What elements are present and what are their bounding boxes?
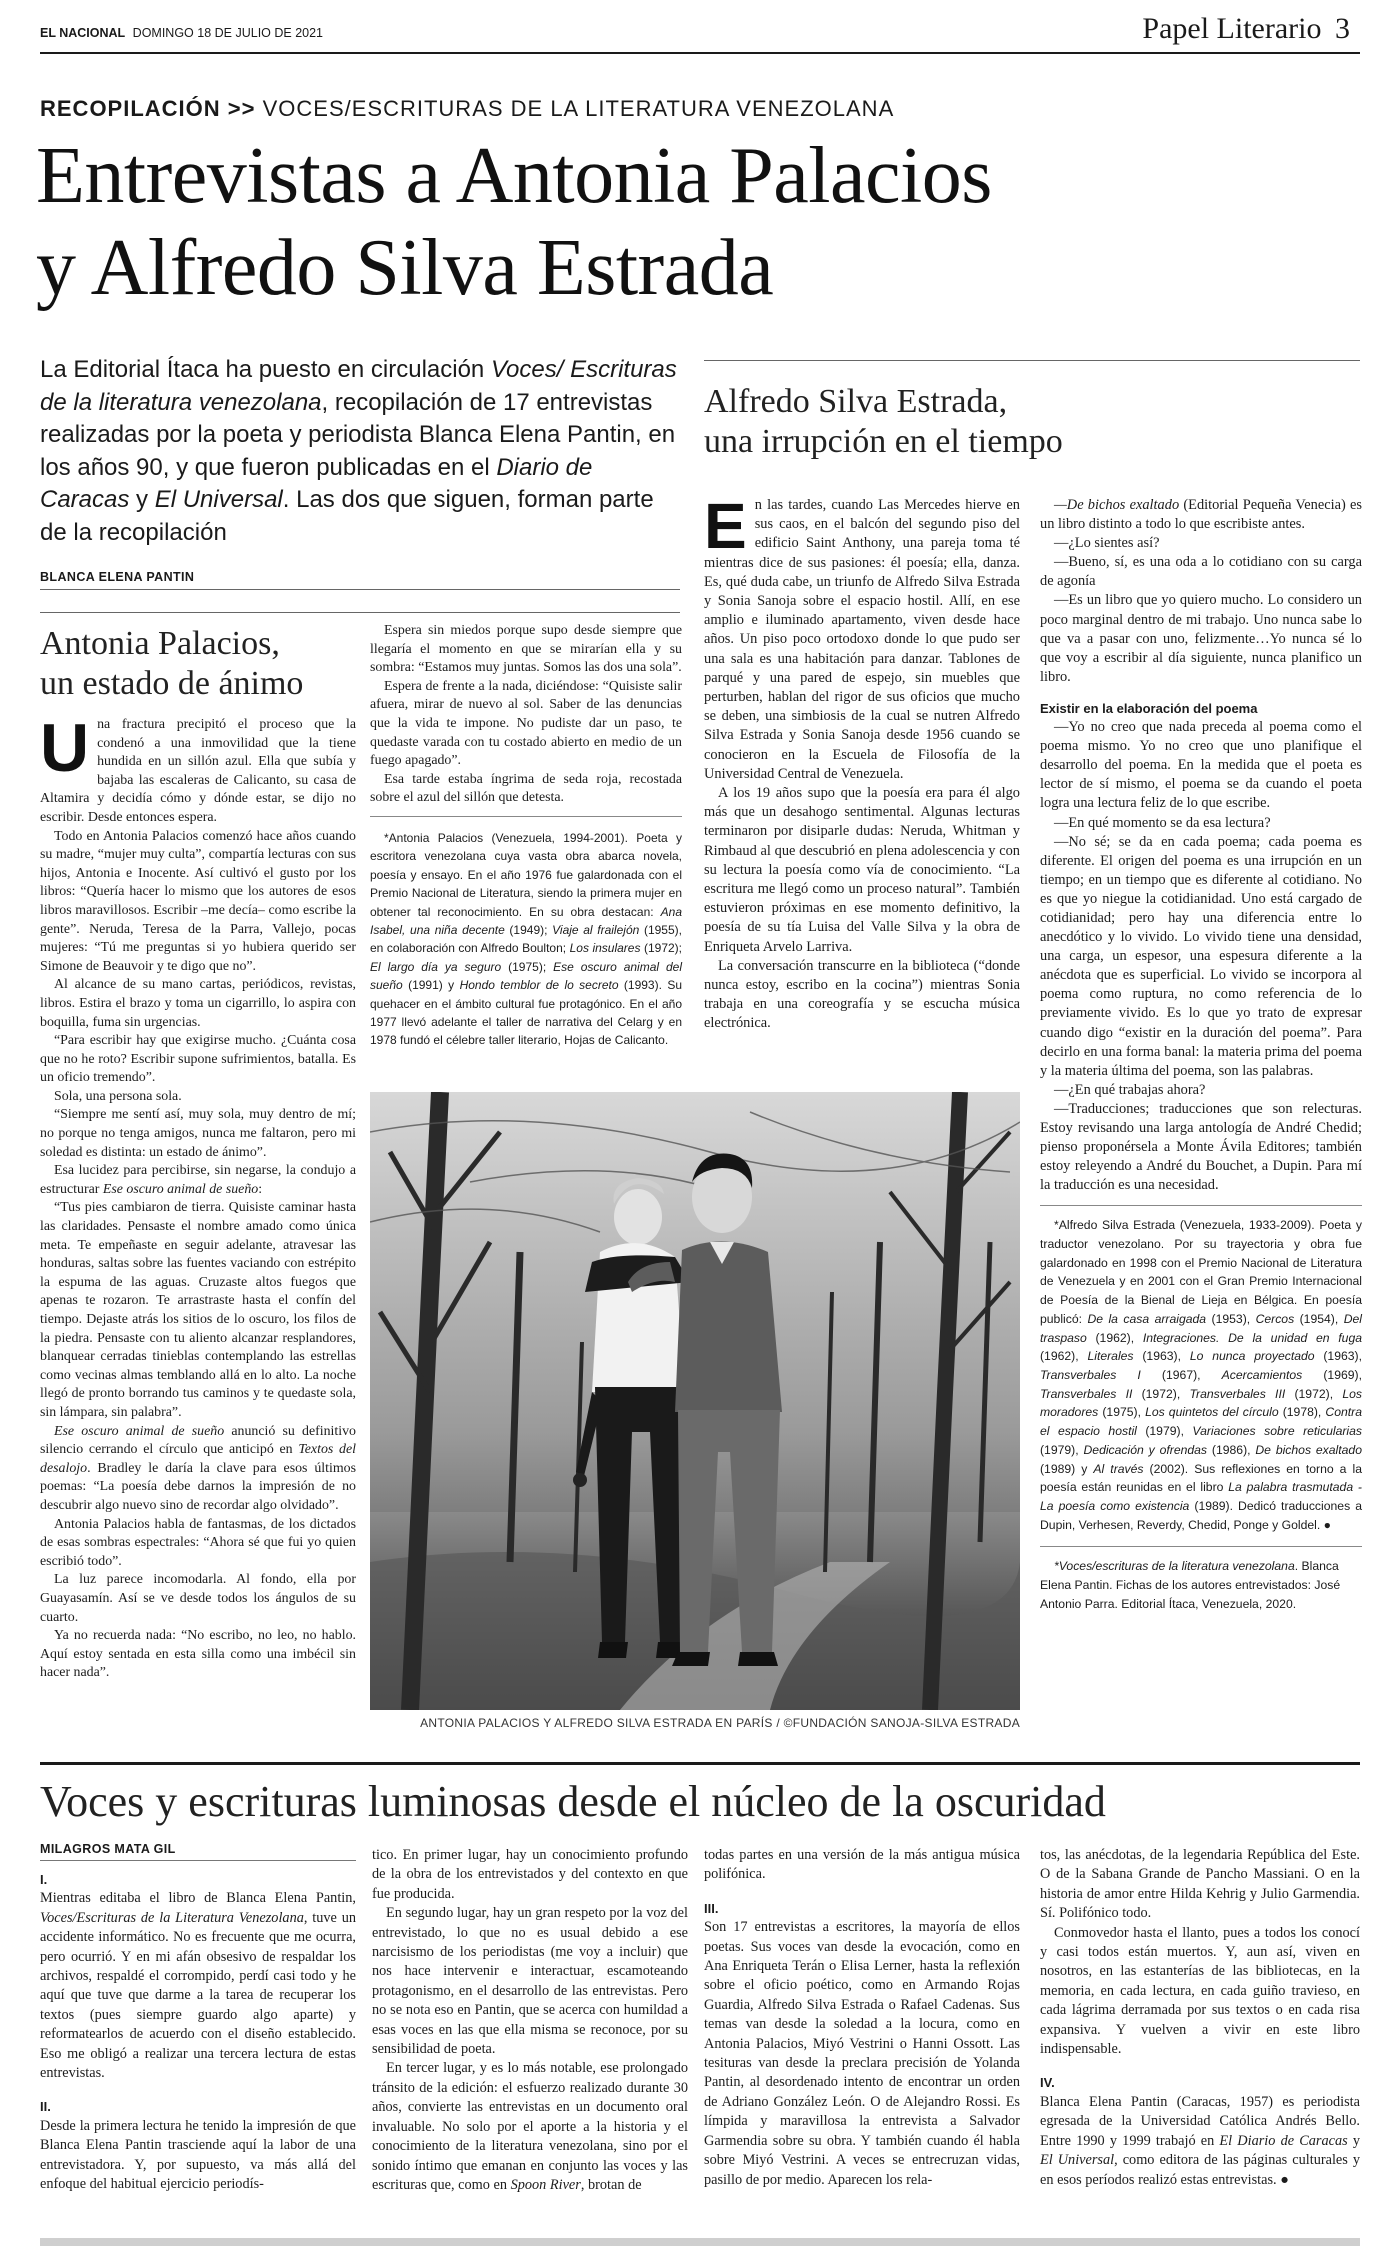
antonia-column-1 — [40, 710, 357, 1683]
book-title: Lo nunca proyectado — [1189, 1349, 1315, 1364]
headline — [36, 130, 992, 314]
masthead-right — [1142, 12, 1350, 46]
bottom-section-rule — [40, 1762, 1360, 1765]
paragraph: “Tus pies cambiaron de tierra. Quisiste caminar hasta las claridades. Pensaste el nombre amado como única meta. Te empeñaste en seguir adelante, atravesar las honduras, saltas sobre las fuentes vaciando con estrépito la espuma de las aguas. Cruzaste altos fuegos que apenas te rozaron. Te arrastraste hasta el confín del tiempo. Dejaste atrás los sitios de lo oscuro, los filos de la piedra. Pensaste con tu aliento alcanzar resplandores, blanquear cerradas tinieblas contemplando las estrellas como vecinas almas temblando allá en lo alto. La noche llegó de pronto borrando tus caminos y te quedaste sola, sin lámpara, sin palabra”. — [40, 1200, 356, 1420]
paragraph: —En qué momento se da esa lectura? — [1054, 814, 1271, 831]
note-divider — [1040, 1205, 1362, 1206]
paragraph: Antonia Palacios habla de fantasmas, de los dictados de esas sombras espectrales: “Ahora sé que fui yo quien escribió todo”. — [40, 1516, 356, 1569]
book-title: Cercos — [1255, 1311, 1295, 1326]
alfredo-title-2: una irrupción en el tiempo — [704, 423, 1063, 460]
paragraph: En segundo lugar, hay un gran respeto por la voz del entrevistado, lo que no es usual debido a ese narcisismo de los periodistas (me voy a incluir) que nos hace intervenir e interactuar, escamoteando protagonismo, en el desarrollo de las entrevistas. Pero no se nota eso en Pantin, que se acerca con humildad a esas voces en las que ella misma se reconoce, por su sensibilidad de poeta. — [372, 1905, 688, 2058]
paragraph: Esa tarde estaba íngrima de seda roja, recostada sobre el azul del sillón que detesta. — [370, 771, 682, 806]
paragraph: Al alcance de su mano cartas, periódicos, revistas, libros. Estira el brazo y toma un cigarrillo, lo aspira con boquilla, fuma sin urgencias. — [40, 977, 356, 1030]
paragraph: —Bueno, sí, es una oda a lo cotidiano con su carga de agonía — [1040, 554, 1362, 590]
intro — [40, 354, 680, 549]
text: (Editorial Pequeña Venecia) es un libro distinto a todo lo que escribiste antes. — [1040, 497, 1362, 533]
text: , como editora de las páginas culturales y en esos períodos realizó estas entrevistas. — [1040, 2152, 1360, 2188]
text: (1963), — [1133, 1349, 1190, 1364]
alfredo-top-rule — [704, 360, 1360, 361]
book-title: Transverbales II — [1040, 1386, 1133, 1401]
text: (1991) y — [402, 978, 460, 993]
issue-date: DOMINGO 18 DE JULIO DE 2021 — [132, 26, 324, 40]
section-name: Papel Literario — [1142, 12, 1322, 45]
text: (1989) y — [1040, 1461, 1094, 1476]
alfredo-column-2 — [1040, 496, 1362, 1613]
paragraph: tos, las anécdotas, de la legendaria República del Este. O de la Sabana Grande de Pancho Massiani. O en la historia de amor entre Hilda Kehrig y Julio Garmendia. Sí. Polifónico todo. — [1040, 1847, 1360, 1922]
antonia-bio-note — [370, 829, 682, 1050]
paragraph: tico. En primer lugar, hay un conocimiento profundo de la obra de los entrevistados y del contexto en que fue producida. — [372, 1847, 688, 1902]
paragraph: La conversación transcurre en la biblioteca (“donde nunca estoy, escribo en la cocina”) mientras Sonia trabaja en una coreografía y se escucha música electrónica. — [704, 957, 1020, 1032]
text: (1949); — [504, 922, 553, 937]
masthead-left — [40, 26, 323, 40]
section-number: III. — [704, 1900, 719, 1916]
text: : — [258, 1181, 263, 1197]
paragraph: —Es un libro que yo quiero mucho. Lo considero un poco marginal dentro de mi trabajo. Uno nunca sabe lo que va a pasar con uno, felizmente…Yo nunca sé lo que voy a escribir al día siguiente, nunca planifico un libro. — [1040, 592, 1362, 685]
paragraph: Conmovedor hasta el llanto, pues a todos los conocí y casi todos están muertos. Y, aun así, viven en nosotros, en las estanterías de las bibliotecas, en la memoria, en cada lectura, en cada guiño travieso, en cada lágrima derramada por sus textos o en cada risa expansiva. Y vuelven a vivir en este libro indispensable. — [1040, 1924, 1360, 2058]
text: (1963), — [1314, 1349, 1362, 1364]
book-title: Textos del desalojo — [40, 1442, 356, 1476]
paragraph: —No sé; se da en cada poema; cada poema es diferente. El origen del poema es una irrupción en un tiempo; en un tiempo que es diferente al cotidiano. No es que yo niegue la cotidianidad. Uno está cargado de cotidianidad; pero hay una diferencia entre lo anecdótico y lo vivido. Lo vivido tiene una densidad, una carga, un espesor, una espesura diferente a la anécdota que es superficial. Lo vivido se incorpora al poema como ruptura, no como referencia de lo previamente vivido. Es lo que yo trato de expresar cuando digo “existir en la duración del poema”. Para decirlo en una forma banal: la materia prima del poema y la materia última del poema, son las palabras. — [1040, 833, 1362, 1079]
book-title: Los insulares — [569, 941, 641, 956]
antonia-top-rule — [40, 612, 680, 613]
paragraph: todas partes en una versión de la más antigua música polifónica. — [704, 1847, 1020, 1883]
text: (1972), — [1132, 1386, 1190, 1401]
headline-line-2: y Alfredo Silva Estrada — [36, 224, 774, 312]
bottom-byline: MILAGROS MATA GIL — [40, 1842, 176, 1856]
bottom-article-title: Voces y escrituras luminosas desde el núcleo de la oscuridad — [40, 1777, 1106, 1826]
text: Mientras editaba el libro de Blanca Elena Pantin, — [40, 1890, 356, 1907]
intro-byline-rule — [40, 589, 680, 590]
text: . Blanca Elena Pantin. Fichas de los autores entrevistados: José Antonio Parra. Editorial Ítaca, Venezuela, 2020. — [1040, 1559, 1341, 1611]
paragraph: n las tardes, cuando Las Mercedes hierve en sus caos, en el balcón del segundo piso del edificio Saint Anthony, una pareja toma té mientras dice de sus pasiones: él poesía; ella, danza. Es, qué duda cabe, un triunfo de Alfredo Silva Estrada y Sonia Sanoja sobre el espacio hostil. Allí, en ese amplio e iluminado apartamento, viven desde hace años. Un piso poco ortodoxo donde lo que pudo ser una sala es una habitación para danzar. Tablones de parqué y una pared de espejo, sin muebles que perturben, hablan del rigor de sus oficios que mucho se deben, una simbiosis de la cual se nutren Alfredo Silva Estrada y Sonia Sanoja desde 1956 cuando se conocieron en la Escuela de Filosofía de la Universidad Central de Venezuela. — [704, 497, 1020, 782]
newspaper-title: El Diario de Caracas — [1219, 2132, 1348, 2149]
intro-book-title: Voces/ Escrituras de la literatura venezolana — [40, 356, 677, 416]
paragraph: —Traducciones; traducciones que son relecturas. Estoy revisando una larga antología de André Chedid; pienso proponérsela a Monte Ávila Editores; también estoy releyendo a André du Bouchet, a Dupin. Para mí la traducción es una necesidad. — [1040, 1100, 1362, 1194]
paragraph: Sola, una persona sola. — [54, 1088, 182, 1104]
text: *Alfredo Silva Estrada (Venezuela, 1933-2009). Poeta y traductor venezolano. Por su trayectoria y obra fue galardonado en 1998 con el Premio Nacional de Literatura de Venezuela y en 2001 con el Gran Premio Internacional de Poesía de la Bienal de Lieja en Bélgica. En poesía publicó: — [1040, 1218, 1362, 1326]
book-title: Del traspaso — [1040, 1311, 1362, 1345]
paragraph — [40, 1423, 356, 1516]
text: anunció su definitivo silencio cerrando el círculo que anticipó en — [40, 1423, 357, 1458]
kicker-bold: RECOPILACIÓN >> — [40, 96, 256, 121]
book-title: Los quintetos del círculo — [1145, 1405, 1279, 1420]
text: (2002). Sus reflexiones en torno a la poesía están reunidas en el libro — [1040, 1461, 1362, 1495]
book-title: Transverbales I — [1040, 1368, 1141, 1382]
park-scene-image — [370, 1092, 1020, 1710]
text: (1967), — [1140, 1368, 1222, 1382]
intro-byline: BLANCA ELENA PANTIN — [40, 570, 195, 584]
kicker — [40, 96, 894, 122]
text: (1954), — [1294, 1311, 1344, 1326]
text: (1979), — [1040, 1442, 1084, 1457]
book-title: Integraciones. De la unidad en fuga — [1142, 1330, 1363, 1345]
note-divider — [370, 816, 682, 817]
portrait-photo — [370, 1092, 1020, 1710]
paragraph: Son 17 entrevistas a escritores, la mayoría de ellos poetas. Sus voces van desde la evocación, como en Ana Enriqueta Terán o Elisa Lerner, hasta la reflexión sobre el oficio poético, como en Armando Rojas Guardia, Alfredo Silva Estrada o Rafael Cadenas. Sus temas van desde la soledad a la locura, como en Antonia Palacios, Miyó Vestrini o Hanni Ossott. Las tesituras van desde la preclara precisión de Yolanda Pantin, al desordenado intento de encontrar un orden de Adriano González León. O de Alejandro Rossi. Es límpida y maravillosa la entrevista a Salvador Garmendia sobre su obra. Y también cuando él habla sobre Miyó Vestrini. A veces se entrecruzan vidas, pasillo de por medio. Aparecen los rela- — [704, 1919, 1020, 2188]
paragraph — [372, 2059, 688, 2195]
text: . Bradley le daría la clave para esos últimos poemas: “La poesía debe darnos la impresión de no descubrir algo nuevo sino de recordar algo olvidado”. — [40, 1460, 356, 1513]
alfredo-dropcap: E — [704, 490, 747, 562]
book-title: Dedicación y ofrendas — [1083, 1442, 1208, 1457]
end-mark-icon: ● — [1280, 2171, 1289, 2188]
intro-newspaper: El Universal — [154, 486, 283, 513]
book-title: Viaje al frailejón — [552, 922, 640, 937]
text: (1979), — [1136, 1424, 1193, 1439]
paragraph: “Siempre me sentí así, muy sola, muy dentro de mí; no porque no tenga amigos, nunca me faltaron, pero mi soledad es distinta: un estado de ánimo”. — [40, 1107, 356, 1160]
book-title: Contra el espacio hostil — [1040, 1405, 1362, 1439]
paragraph — [40, 1162, 356, 1199]
text: , brotan de — [580, 2176, 642, 2193]
text: Esa lucidez para percibirse, sin negarse, la condujo a estructurar — [40, 1163, 356, 1197]
book-title: Ese oscuro animal de sueño — [102, 1181, 259, 1197]
alfredo-column-1 — [704, 490, 1020, 1034]
text: (1955), en colaboración con Alfredo Boulton; — [370, 922, 682, 956]
text: (1978), — [1278, 1405, 1326, 1420]
bottom-column-3 — [704, 1846, 1020, 2190]
alfredo-title — [704, 382, 1063, 462]
alfredo-bio-note — [1040, 1216, 1362, 1534]
book-title: Spoon River — [510, 2176, 581, 2193]
book-title: Los moradores — [1040, 1386, 1363, 1420]
text: Blanca Elena Pantin (Caracas, 1957) es periodista egresada de la Universidad Católica Andrés Bello. Entre 1990 y 1999 trabajó en — [1040, 2093, 1360, 2149]
paragraph — [1040, 2093, 1360, 2190]
headline-line-1: Entrevistas a Antonia Palacios — [36, 132, 992, 220]
bottom-column-4 — [1040, 1846, 1360, 2190]
paragraph: Desde la primera lectura he tenido la impresión de que Blanca Elena Pantin trasciende aquí la labor de una entrevistadora. Y, por supuesto, va más allá del enfoque del habitual ejercicio periodís- — [40, 2117, 356, 2193]
text: (1975); — [501, 959, 554, 974]
newspaper-name: EL NACIONAL — [40, 26, 126, 40]
book-title: Ese oscuro animal de sueño — [54, 1423, 225, 1439]
text: (1972); — [640, 941, 682, 956]
text: y — [1347, 2132, 1360, 2149]
section-number: IV. — [1040, 2075, 1055, 2091]
book-title: Ese oscuro animal del sueño — [370, 959, 682, 993]
text: (1962), — [1040, 1349, 1088, 1364]
book-title: Literales — [1087, 1349, 1134, 1364]
paragraph: Ya no recuerda nada: “No escribo, no leo, no hablo. Aquí estoy sentada en esta silla como una imbécil sin hacer nada”. — [40, 1628, 356, 1681]
paragraph: “Para escribir hay que exigirse mucho. ¿Cuánta cosa que no he roto? Escribir supone sufrimientos, batalla. Es un oficio tremendo”. — [40, 1033, 356, 1086]
alfredo-title-1: Alfredo Silva Estrada, — [704, 383, 1008, 420]
book-title: Hondo temblor de lo secreto — [459, 978, 619, 993]
paragraph: Todo en Antonia Palacios comenzó hace años cuando su madre, “mujer muy culta”, compartía lecturas con sus hijos, Antonia e Inocente. Así cultivó el gusto por los libros: “Quería hacer lo mismo que los autores de esos libros maravillosos. Escribir –me decía– como escribe la gente”. Neruda, Teresa de la Parra, Vallejo, pocas mujeres: “Tú me preguntas si yo hubiera querido ser Simone de Beauvoir y te digo que no”. — [40, 828, 356, 974]
book-title: De bichos exaltado — [1255, 1442, 1362, 1457]
paragraph: A los 19 años supo que la poesía era para él algo más que un desahogo sentimental. Algunas lecturas terminaron por disiparle dudas: Neruda, Whitman y Rimbaud al que descubrió en plena adolescencia y con su lectura la poesía como vía de conocimiento. “La escritura me llegó como un proceso natural”. También estuvieron próximas en ese momento definitivo, la poesía de su tía Luisa del Valle Silva y la obra de Enriqueta Arvelo Larriva. — [704, 785, 1020, 955]
bottom-column-1 — [40, 1870, 356, 2195]
text: (1989). Dedicó traducciones a Dupin, Verhesen, Reverdy, Chedid, Ponge y Goldel. — [1040, 1498, 1362, 1532]
book-title: Acercamientos — [1221, 1368, 1303, 1382]
book-title: *Voces/escrituras de la literatura venezolana — [1054, 1559, 1295, 1574]
text: , tuve un accidente informático. No es frecuente que me ocurra, pero ocurrió. Y en mi afán obsesivo de respaldar los archivos, respaldé el corrompido, perdí casi todo y he aquí que tuve que darme a la tarea de recuperar los textos (pues siempre guardo algo aparte) y reformatearlos de acuerdo con el diseño establecido. Eso me obligó a realizar una tercera lectura de estas entrevistas. — [40, 1909, 356, 2082]
paragraph: na fractura precipitó el proceso que la condenó a una inmovilidad que la tiene hundida en un sillón azul. Ella que subía y bajaba las escaleras de Calicanto, su casa de Altamira y decidía cómo y dónde estar, se dijo no escribir. Desde entonces espera. — [40, 717, 356, 825]
text: En tercer lugar, y es lo más notable, ese prolongado tránsito de la edición: el esfuerzo realizado durante 30 años, convierte las entrevistas en un documento oral invaluable. No solo por el aporte a la historia y el conocimiento de la literatura venezolana, sino por el sonido íntimo que emanan en conjunto las voces y las escrituras que, como en — [372, 2060, 688, 2193]
paragraph — [40, 1889, 356, 2083]
intro-text: . Las dos que siguen, forman parte de la recopilación — [40, 486, 654, 546]
book-title: La palabra trasmutada - La poesía como existencia — [1040, 1480, 1362, 1513]
paragraph: —Yo no creo que nada preceda al poema como el poema mismo. Yo no creo que uno planifique el desarrollo del poema. En la medida que el poeta es lector de sí mismo, el poema se da cuando el poeta logra una lectura feliz de lo que escribe. — [1040, 719, 1362, 812]
book-title: —De bichos exaltado — [1054, 497, 1180, 513]
paragraph: —¿Lo sientes así? — [1054, 535, 1160, 552]
paragraph: La luz parece incomodarla. Al fondo, ella por Guayasamín. Así se ve desde todos los ángulos de su cuarto. — [40, 1572, 356, 1625]
book-title: Ana Isabel, una niña decente — [370, 904, 682, 937]
bottom-byline-rule — [40, 1860, 356, 1861]
section-number: II. — [40, 2099, 51, 2115]
antonia-title-1: Antonia Palacios, — [40, 625, 280, 662]
antonia-column-2 — [370, 622, 682, 1050]
paragraph — [1040, 496, 1362, 534]
antonia-title — [40, 624, 303, 704]
book-title: De la casa arraigada — [1087, 1311, 1207, 1326]
text: (1993). Su quehacer en el ámbito cultural fue protagónico. En el año 1977 llevó adelante el taller de narrativa del Celarg y en 1978 fundó el célebre taller literario, Hojas de Calicanto. — [370, 978, 683, 1048]
end-mark-icon: ● — [1323, 1517, 1332, 1532]
text: (1986), — [1207, 1442, 1256, 1457]
text: (1962), — [1086, 1330, 1143, 1345]
intro-text: La Editorial Ítaca ha puesto en circulación — [40, 356, 491, 383]
text: (1969), — [1302, 1368, 1362, 1382]
note-divider — [1040, 1546, 1362, 1547]
footer-band — [40, 2238, 1360, 2246]
page-number: 3 — [1335, 12, 1350, 45]
book-reference-note — [1040, 1557, 1362, 1613]
paragraph: —¿En qué trabajas ahora? — [1054, 1081, 1206, 1098]
kicker-rest: VOCES/ESCRITURAS DE LA LITERATURA VENEZOLANA — [262, 96, 895, 121]
antonia-dropcap: U — [40, 710, 90, 786]
book-title: Voces/Escrituras de la Literatura Venezolana — [40, 1909, 304, 1926]
photo-caption: ANTONIA PALACIOS Y ALFREDO SILVA ESTRADA EN PARÍS / ©FUNDACIÓN SANOJA-SILVA ESTRADA — [420, 1716, 1020, 1730]
book-title: Transverbales III — [1189, 1386, 1286, 1401]
subheading: Existir en la elaboración del poema — [1040, 700, 1258, 716]
text: (1972), — [1285, 1386, 1343, 1401]
paragraph: Espera sin miedos porque supo desde siempre que llegaría el momento en que se mirarían ella y su sombra: “Estamos muy juntas. Somos las dos una sola”. — [370, 623, 682, 676]
section-number: I. — [40, 1872, 48, 1887]
intro-text: y — [129, 486, 155, 513]
paragraph: Espera de frente a la nada, diciéndose: “Quisiste salir afuera, mirar de nuevo al sol. Saber de las denuncias que la vida te impone. No pudiste dar un paso, te quedaste varada con tu costado abierto en medio de un fuego apagado”. — [370, 678, 682, 769]
bottom-column-2 — [372, 1846, 688, 2195]
masthead-rule — [40, 52, 1360, 54]
book-title: Variaciones sobre reticularias — [1192, 1424, 1362, 1439]
newspaper-title: El Universal — [1040, 2152, 1115, 2169]
text: *Antonia Palacios (Venezuela, 1994-2001). Poeta y escritora venezolana cuya vasta obra abarca novela, poesía y ensayo. En el año 1976 fue galardonada con el Premio Nacional de Literatura, siendo la primera mujer en obtener tal reconocimiento. En su obra destacan: — [370, 830, 682, 919]
intro-newspaper: Diario de Caracas — [40, 453, 593, 513]
book-title: El largo día ya seguro — [370, 959, 502, 974]
text: (1953), — [1206, 1311, 1256, 1326]
antonia-title-2: un estado de ánimo — [40, 665, 304, 702]
text: (1975), — [1098, 1405, 1146, 1420]
intro-text: , recopilación de 17 entrevistas realizadas por la poeta y periodista Blanca Elena Pantin, en los años 90, y que fueron publicadas en el — [40, 388, 676, 481]
book-title: Al través — [1093, 1461, 1144, 1476]
